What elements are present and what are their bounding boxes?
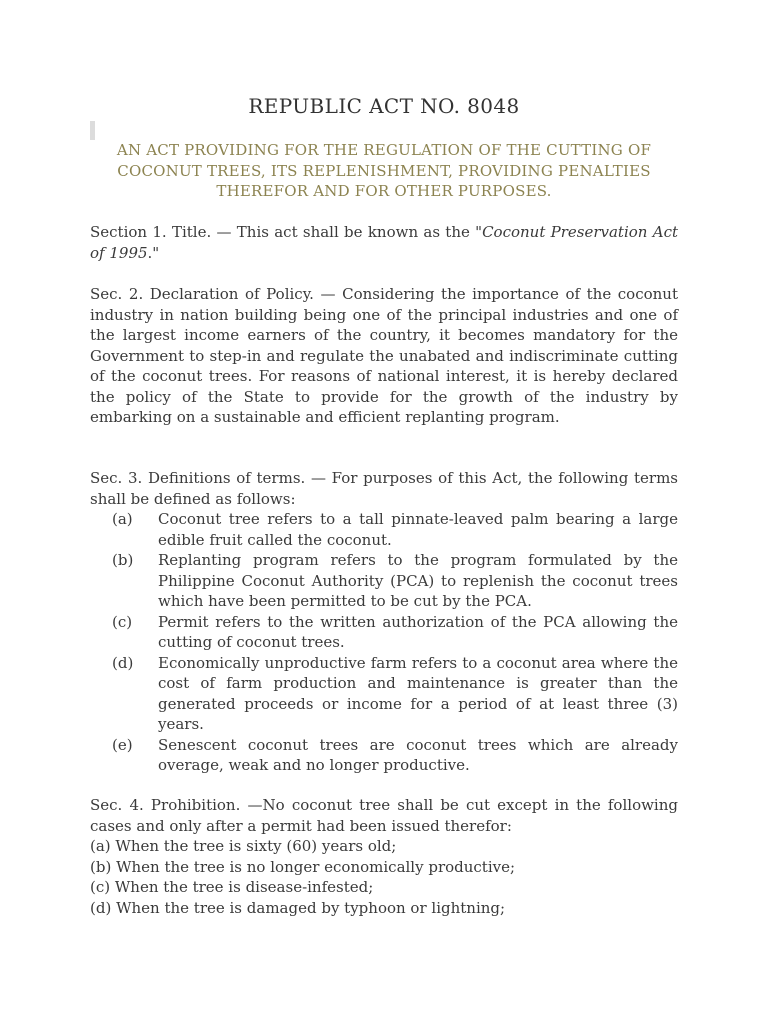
section-1-text: Section 1. Title. — This act shall be known as the " xyxy=(90,223,483,241)
list-item-text: Economically unproductive farm refers to a coconut area where the cost of farm production and maintenance is greater than the generated proceeds or income for a period of at least three (3) years. xyxy=(158,653,678,733)
list-item-text: Senescent coconut trees are coconut trees which are already overage, weak and no longer productive. xyxy=(158,735,678,774)
section-4-text: Sec. 4. Prohibition. —No coconut tree shall be cut except in the following cases and only after a permit had been issued therefor: xyxy=(90,796,678,835)
section-4 xyxy=(90,795,678,918)
list-item xyxy=(90,509,678,550)
prohibition-case: (b) When the tree is no longer economically productive; xyxy=(90,857,516,876)
document-title: REPUBLIC ACT NO. 8048 xyxy=(248,94,520,118)
section-2: Sec. 2. Declaration of Policy. — Considering the importance of the coconut industry in nation building being one of the principal industries and one of the largest income earners of the country, it becomes mandatory for the Government to step-in and regulate the unabated and indiscriminate cutting of the coconut trees. For reasons of national interest, it is hereby declared the policy of the State to provide for the growth of the industry by embarking on a sustainable and efficient replanting program. xyxy=(90,285,678,426)
section-1-act-name: Coconut Preservation Act of 1995 xyxy=(90,223,678,262)
list-item-marker: (e) xyxy=(112,735,133,754)
list-item xyxy=(90,612,678,653)
document-subtitle: AN ACT PROVIDING FOR THE REGULATION OF THE CUTTING OF COCONUT TREES, ITS REPLENISHMENT, PROVIDING PENALTIES THEREFOR AND FOR OTHER PURPOSES. xyxy=(116,141,652,200)
section-3: Sec. 3. Definitions of terms. — For purposes of this Act, the following terms shall be defined as follows: xyxy=(90,469,678,508)
prohibition-case: (c) When the tree is disease-infested; xyxy=(90,878,374,896)
prohibition-case: (a) When the tree is sixty (60) years old; xyxy=(90,837,397,855)
section-1 xyxy=(90,222,678,263)
definitions-list xyxy=(90,509,678,776)
list-item-marker: (c) xyxy=(112,612,133,631)
margin-marker xyxy=(90,121,95,140)
list-item xyxy=(90,550,678,612)
list-item-marker: (d) xyxy=(112,653,134,672)
section-1-end: ." xyxy=(147,243,160,262)
list-item-marker: (b) xyxy=(112,551,134,569)
list-item-text: Replanting program refers to the program formulated by the Philippine Coconut Authority (PCA) to replenish the coconut trees which have been permitted to be cut by the PCA. xyxy=(158,551,678,610)
list-item-text: Coconut tree refers to a tall pinnate-leaved palm bearing a large edible fruit called the coconut. xyxy=(158,510,678,549)
list-item-text: Permit refers to the written authorization of the PCA allowing the cutting of coconut trees. xyxy=(158,612,678,651)
list-item-marker: (a) xyxy=(112,510,133,528)
prohibition-case: (d) When the tree is damaged by typhoon or lightning; xyxy=(90,898,506,917)
list-item xyxy=(90,653,678,735)
list-item xyxy=(90,735,678,776)
